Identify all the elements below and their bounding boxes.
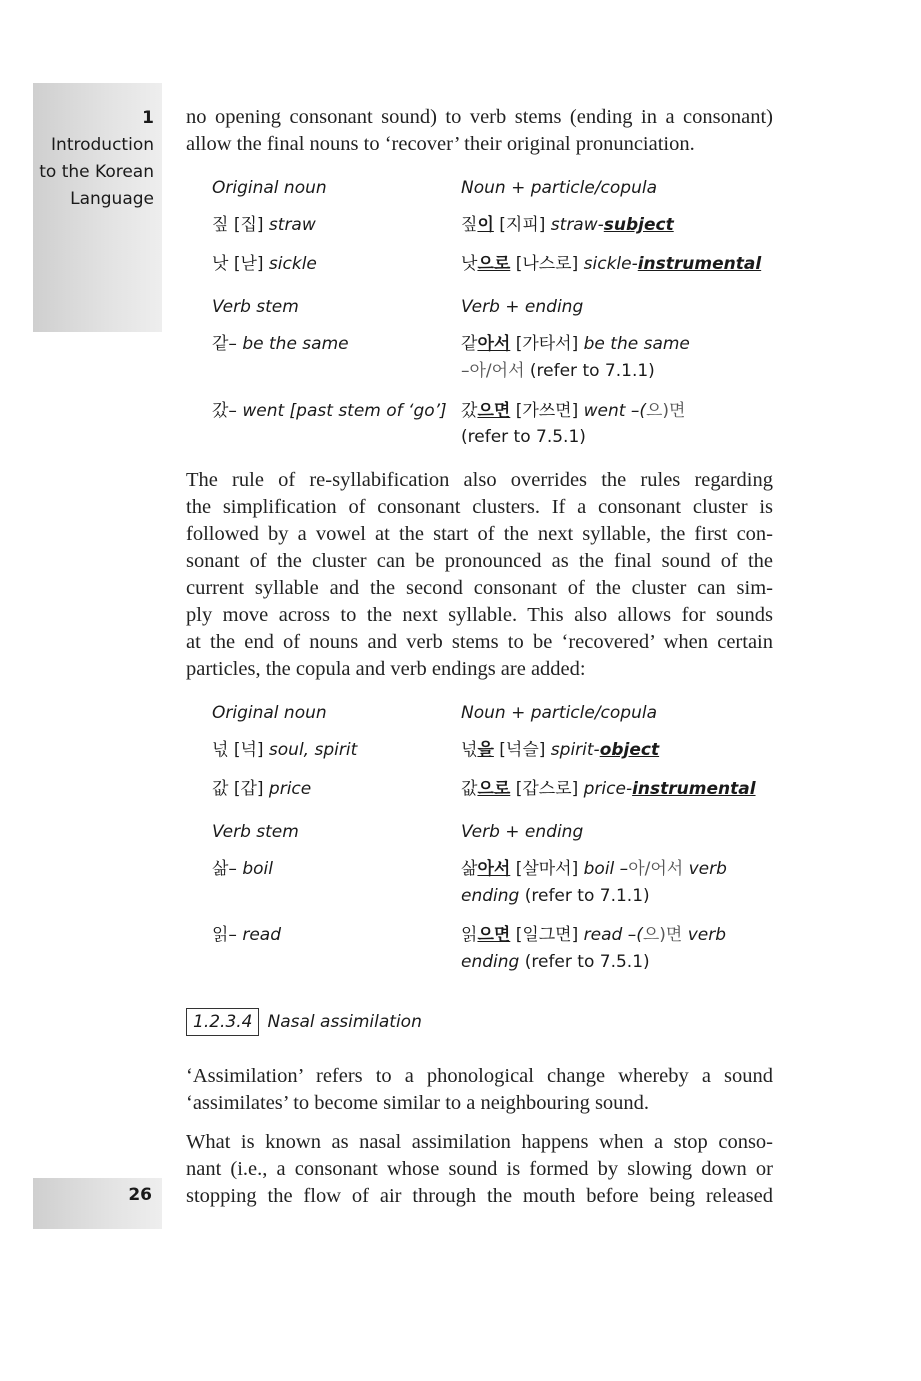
gloss: read –(: [583, 925, 643, 945]
gloss-emphasis: object: [599, 740, 660, 760]
pronunciation: [살마서]: [515, 859, 579, 879]
pronunciation: [가타서]: [515, 334, 579, 354]
korean-particle: 아서: [477, 859, 511, 879]
pronunciation: [일그면]: [515, 925, 579, 945]
korean-stem: 낫: [461, 254, 478, 274]
section-heading: [186, 1008, 422, 1036]
korean-particle: 을: [477, 740, 494, 760]
korean-stem: 짚: [461, 215, 478, 235]
gloss: be the same: [583, 334, 690, 354]
chapter-label: [39, 105, 154, 213]
text-line: no opening consonant sound) to verb stems (ending in a consonant): [186, 106, 773, 128]
korean-text: 짚 [집]: [212, 215, 264, 235]
gloss-emphasis: instrumental: [632, 779, 756, 799]
example-right-continued: [461, 424, 586, 450]
example-right: [461, 776, 756, 802]
gloss: went –(: [583, 401, 646, 421]
pronunciation: [가쓰면]: [515, 401, 579, 421]
gloss: boil: [242, 859, 273, 879]
text-line: stopping the flow of air through the mouth before being released: [186, 1185, 773, 1207]
korean-ending: 으)면: [645, 401, 686, 421]
example-left: [212, 737, 357, 763]
gloss: price-: [583, 779, 633, 799]
example-left: [212, 776, 311, 802]
chapter-title-line: to the Korean: [39, 162, 154, 182]
gloss: ending: [461, 952, 520, 972]
paragraph: [186, 104, 773, 158]
text-line: ‘Assimilation’ refers to a phonological change whereby a sound: [186, 1065, 773, 1087]
text-line: particles, the copula and verb endings are added:: [186, 658, 586, 680]
paragraph: [186, 1063, 773, 1117]
text-line: allow the final nouns to ‘recover’ their original pronunciation.: [186, 133, 695, 155]
korean-text: 읽–: [212, 925, 237, 945]
korean-text: 낫 [낟]: [212, 254, 264, 274]
example-right: [461, 856, 727, 882]
gloss: boil –: [583, 859, 629, 879]
text-line: sonant of the cluster can be pronounced as the final sound of the: [186, 550, 773, 572]
korean-particle: 으로: [477, 779, 511, 799]
korean-stem: 넋: [461, 740, 478, 760]
gloss: be the same: [242, 334, 349, 354]
gloss: went [past stem of ‘go’]: [242, 401, 447, 421]
text-line: the simplification of consonant clusters. If a consonant cluster is: [186, 496, 773, 518]
column-header: Noun + particle/copula: [461, 703, 658, 723]
column-header: Noun + particle/copula: [461, 178, 658, 198]
korean-text: 넋 [넉]: [212, 740, 264, 760]
pronunciation: [나스로]: [515, 254, 579, 274]
column-header: Original noun: [212, 178, 327, 198]
gloss: spirit-: [550, 740, 600, 760]
column-header: Verb + ending: [461, 822, 584, 842]
cross-reference: (refer to 7.5.1): [461, 427, 586, 447]
gloss: read: [242, 925, 282, 945]
chapter-title-line: Introduction: [51, 135, 154, 155]
example-left: [212, 212, 316, 238]
gloss-emphasis: instrumental: [637, 254, 762, 274]
text-line: followed by a vowel at the start of the next syllable, the first con-: [186, 523, 773, 545]
korean-particle: 으로: [477, 254, 511, 274]
pronunciation: [넉슬]: [499, 740, 546, 760]
gloss: verb: [687, 925, 727, 945]
column-header: Verb + ending: [461, 297, 584, 317]
korean-text: 삶–: [212, 859, 237, 879]
korean-stem: 삶: [461, 859, 478, 879]
column-header: Verb stem: [212, 297, 299, 317]
cross-reference: (refer to 7.1.1): [529, 361, 655, 381]
gloss: price: [268, 779, 312, 799]
paragraph: [186, 467, 773, 683]
korean-ending: 아/어서: [628, 859, 684, 879]
korean-stem: 같: [461, 334, 478, 354]
gloss: sickle-: [583, 254, 638, 274]
example-right: [461, 737, 659, 763]
example-right-continued: [461, 949, 650, 975]
paragraph: [186, 1129, 773, 1210]
text-line: The rule of re-syllabification also overrides the rules regarding: [186, 469, 773, 491]
section-title: Nasal assimilation: [267, 1012, 422, 1032]
korean-particle: 으면: [477, 401, 511, 421]
page-number: 26: [128, 1185, 152, 1205]
korean-particle: 으면: [477, 925, 511, 945]
pronunciation: [지피]: [499, 215, 546, 235]
page-number-tab: [33, 1178, 162, 1229]
example-left: [212, 398, 447, 424]
gloss-emphasis: subject: [603, 215, 674, 235]
example-right: [461, 251, 761, 277]
gloss: sickle: [268, 254, 317, 274]
korean-text: 같–: [212, 334, 237, 354]
chapter-number: 1: [142, 108, 154, 128]
example-left: [212, 856, 273, 882]
gloss: verb: [688, 859, 727, 879]
gloss: ending: [461, 886, 520, 906]
column-header: Verb stem: [212, 822, 299, 842]
example-right-continued: [461, 883, 650, 909]
cross-reference: (refer to 7.5.1): [524, 952, 650, 972]
gloss: straw-: [550, 215, 604, 235]
gloss: soul, spirit: [268, 740, 358, 760]
korean-particle: 아서: [477, 334, 511, 354]
example-right: [461, 398, 685, 424]
gloss: straw: [268, 215, 316, 235]
text-line: current syllable and the second consonant of the cluster can sim-: [186, 577, 773, 599]
korean-stem: 값: [461, 779, 478, 799]
text-line: at the end of nouns and verb stems to be ‘recovered’ when certain: [186, 631, 773, 653]
chapter-title-line: Language: [70, 189, 154, 209]
korean-particle: 이: [477, 215, 494, 235]
pronunciation: [갑스로]: [515, 779, 579, 799]
text-line: ply move across to the next syllable. This also allows for sounds: [186, 604, 773, 626]
example-right: [461, 922, 726, 948]
korean-text: 갔–: [212, 401, 237, 421]
korean-stem: 읽: [461, 925, 478, 945]
section-number: 1.2.3.4: [186, 1008, 259, 1036]
example-right-continued: [461, 358, 655, 384]
korean-ending: 으)면: [642, 925, 683, 945]
text-line: ‘assimilates’ to become similar to a neighbouring sound.: [186, 1092, 650, 1114]
korean-ending: –아/어서: [461, 361, 525, 381]
example-right: [461, 212, 674, 238]
korean-text: 값 [갑]: [212, 779, 264, 799]
example-right: [461, 331, 690, 357]
cross-reference: (refer to 7.1.1): [524, 886, 650, 906]
korean-stem: 갔: [461, 401, 478, 421]
example-left: [212, 251, 317, 277]
chapter-tab: [33, 83, 162, 332]
example-left: [212, 331, 349, 357]
example-left: [212, 922, 281, 948]
column-header: Original noun: [212, 703, 327, 723]
text-line: nant (i.e., a consonant whose sound is formed by slowing down or: [186, 1158, 773, 1180]
text-line: What is known as nasal assimilation happens when a stop conso-: [186, 1131, 773, 1153]
